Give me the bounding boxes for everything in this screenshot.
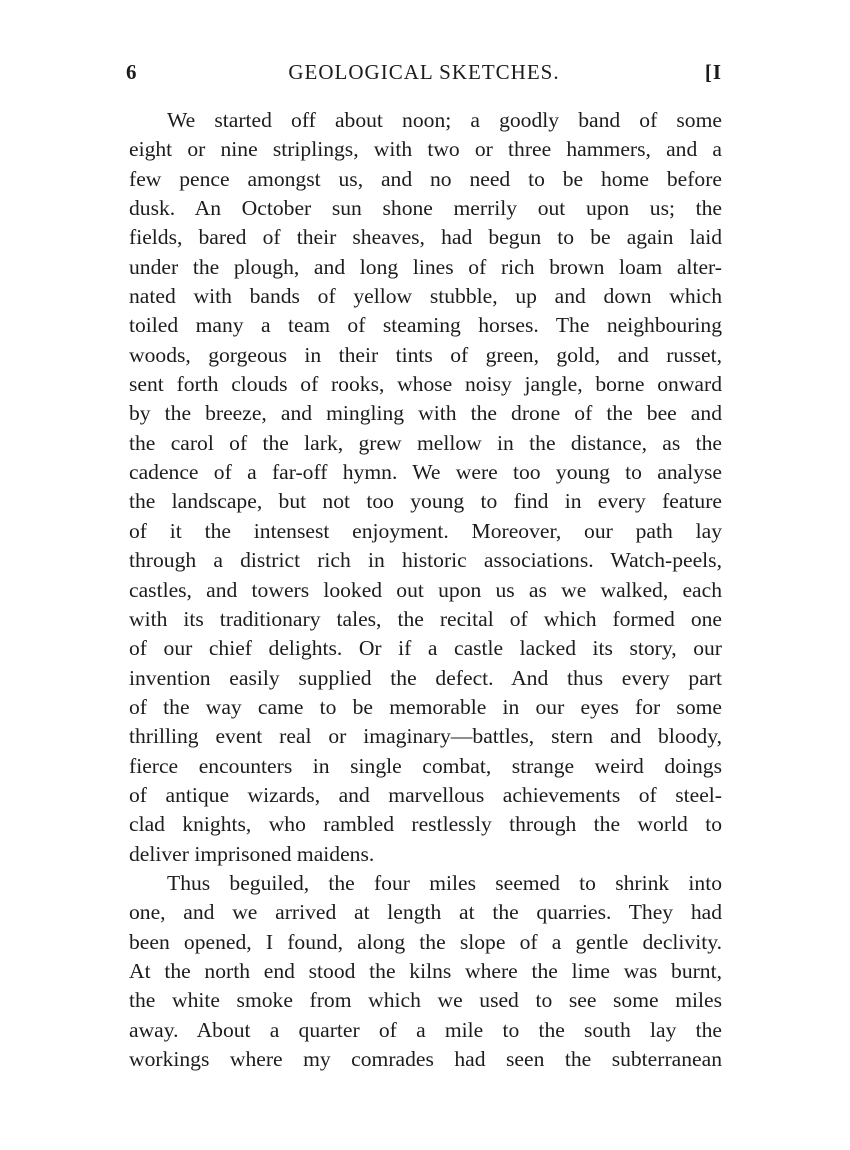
text-line: sent forth clouds of rooks, whose noisy jangle, borne onward	[129, 372, 722, 397]
paragraph-2	[129, 869, 722, 1074]
text-line: few pence amongst us, and no need to be home before	[129, 166, 722, 191]
text-line: Thus beguiled, the four miles seemed to shrink into	[167, 870, 722, 895]
text-line: deliver imprisoned maidens.	[129, 841, 375, 866]
page-header	[126, 60, 722, 90]
text-line: toiled many a team of steaming horses. The neighbouring	[129, 313, 722, 338]
running-title: GEOLOGICAL SKETCHES.	[288, 60, 560, 84]
text-line: thrilling event real or imaginary—battles, stern and bloody,	[129, 724, 722, 749]
text-line: eight or nine striplings, with two or three hammers, and a	[129, 137, 722, 162]
text-line: the carol of the lark, grew mellow in the distance, as the	[129, 430, 722, 455]
text-line: We started off about noon; a goodly band of some	[167, 108, 722, 132]
text-line: with its traditionary tales, the recital of which formed one	[129, 606, 722, 631]
text-line: clad knights, who rambled restlessly through the world to	[129, 812, 722, 837]
section-mark: [I	[704, 60, 722, 84]
text-line: by the breeze, and mingling with the drone of the bee and	[129, 401, 722, 426]
body-text	[129, 106, 722, 1074]
text-line: of our chief delights. Or if a castle lacked its story, our	[129, 636, 722, 661]
text-line: At the north end stood the kilns where the lime was burnt,	[129, 958, 722, 983]
text-line: through a district rich in historic associations. Watch-peels,	[129, 548, 722, 573]
text-line: of it the intensest enjoyment. Moreover, our path lay	[129, 518, 722, 543]
text-line: invention easily supplied the defect. And thus every part	[129, 665, 722, 690]
text-line: been opened, I found, along the slope of a gentle declivity.	[129, 929, 722, 954]
text-line: one, and we arrived at length at the quarries. They had	[129, 900, 722, 925]
text-line: fierce encounters in single combat, strange weird doings	[129, 753, 722, 778]
text-line: woods, gorgeous in their tints of green, gold, and russet,	[129, 342, 722, 367]
paragraph-1	[129, 106, 722, 869]
text-line: the white smoke from which we used to see some miles	[129, 988, 722, 1013]
text-line: workings where my comrades had seen the subterranean	[129, 1047, 722, 1071]
text-line: dusk. An October sun shone merrily out upon us; the	[129, 196, 722, 221]
text-line: of antique wizards, and marvellous achievements of steel-	[129, 782, 722, 807]
text-line: fields, bared of their sheaves, had begun to be again laid	[129, 225, 722, 250]
text-line: under the plough, and long lines of rich brown loam alter-	[129, 254, 722, 279]
text-line: cadence of a far-off hymn. We were too young to analyse	[129, 460, 722, 485]
text-line: nated with bands of yellow stubble, up and down which	[129, 284, 722, 309]
text-line: away. About a quarter of a mile to the south lay the	[129, 1017, 722, 1042]
text-line: castles, and towers looked out upon us as we walked, each	[129, 577, 722, 602]
page-number: 6	[126, 60, 138, 84]
text-line: the landscape, but not too young to find in every feature	[129, 489, 722, 514]
text-line: of the way came to be memorable in our eyes for some	[129, 694, 722, 719]
